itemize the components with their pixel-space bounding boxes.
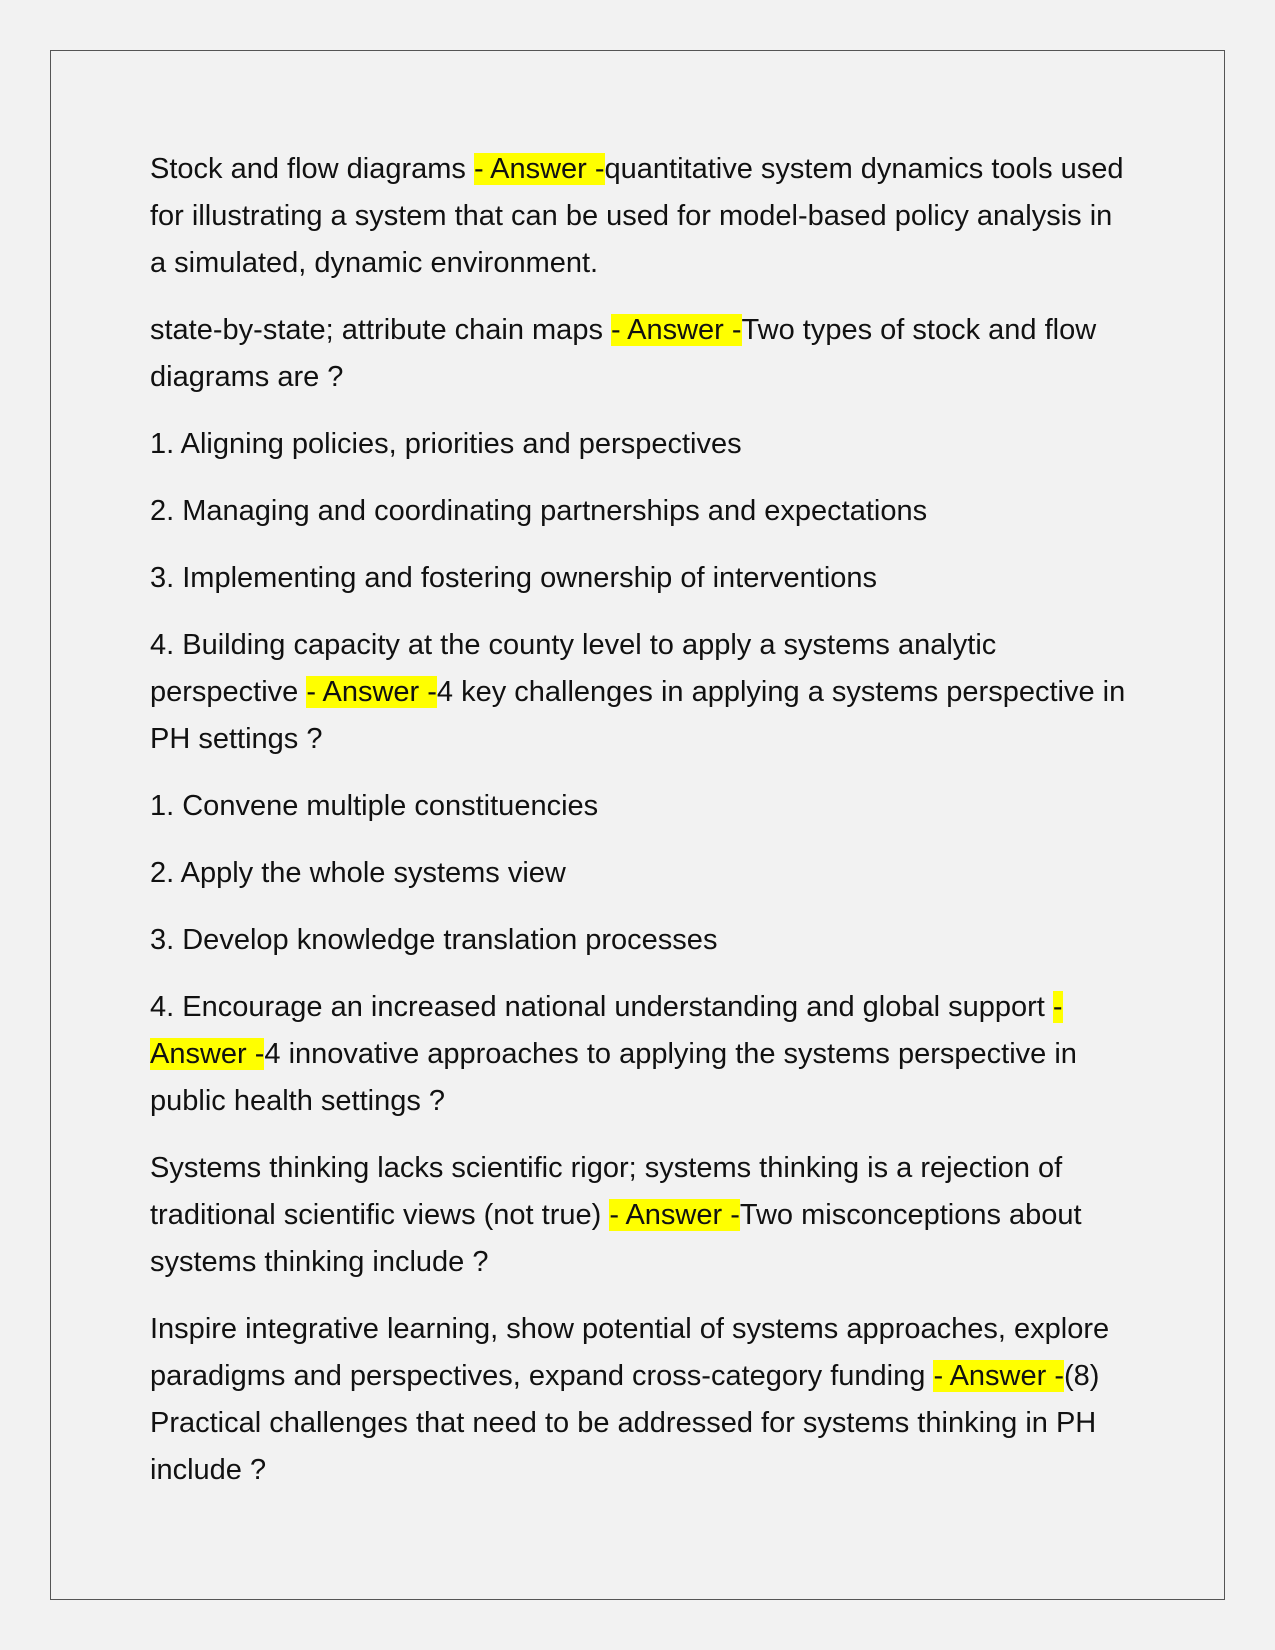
paragraph — [150, 1145, 1135, 1286]
paragraph-text: 4. Building capacity at the county level to apply a systems analytic perspective — [150, 629, 997, 708]
paragraph-text: Inspire integrative learning, show potential of systems approaches, explore paradigms and perspectives, expand cross-category funding — [150, 1313, 1110, 1392]
list-item — [150, 917, 1135, 964]
paragraph-text: 3. Develop knowledge translation processes — [150, 924, 718, 956]
answer-highlight: - Answer - — [150, 991, 1063, 1070]
paragraph — [150, 622, 1135, 763]
list-item — [150, 488, 1135, 535]
answer-highlight: - Answer - — [611, 314, 742, 346]
answer-highlight: - Answer - — [473, 153, 605, 185]
paragraph-text: 2. Managing and coordinating partnerships and expectations — [150, 495, 928, 527]
list-item — [150, 850, 1135, 897]
paragraph-text: (8) Practical challenges that need to be addressed for systems thinking in PH include ? — [150, 1360, 1100, 1486]
paragraph-text: 2. Apply the whole systems view — [150, 857, 566, 889]
paragraph-text: 4 key challenges in applying a systems perspective in PH settings ? — [150, 676, 1126, 755]
paragraph-text: 3. Implementing and fostering ownership of interventions — [150, 562, 878, 594]
paragraph-text: 4 innovative approaches to applying the systems perspective in public health settings ? — [150, 1038, 1077, 1117]
list-item — [150, 783, 1135, 830]
answer-highlight: - Answer - — [306, 676, 437, 708]
answer-highlight: - Answer - — [933, 1360, 1064, 1392]
paragraph-text: Two types of stock and flow diagrams are ? — [150, 314, 1097, 393]
paragraph-text: Stock and flow diagrams — [150, 153, 474, 185]
list-item — [150, 421, 1135, 468]
paragraph-text: Systems thinking lacks scientific rigor; systems thinking is a rejection of traditional scientific views (not true) — [150, 1152, 1063, 1231]
document-body — [150, 146, 1135, 1514]
paragraph — [150, 984, 1135, 1125]
paragraph-text: state-by-state; attribute chain maps — [150, 314, 611, 346]
answer-highlight: - Answer - — [609, 1199, 740, 1231]
paragraph-text: 4. Encourage an increased national understanding and global support — [150, 991, 1053, 1023]
paragraph — [150, 1306, 1135, 1494]
paragraph-text: 1. Aligning policies, priorities and perspectives — [150, 428, 742, 460]
list-item — [150, 555, 1135, 602]
paragraph-text: quantitative system dynamics tools used for illustrating a system that can be used for model-based policy analysis in a simulated, dynamic environment. — [150, 153, 1124, 279]
paragraph-text: Two misconceptions about systems thinking include ? — [150, 1199, 1082, 1278]
paragraph-text: 1. Convene multiple constituencies — [150, 790, 599, 822]
paragraph — [150, 307, 1135, 401]
paragraph — [150, 146, 1135, 287]
